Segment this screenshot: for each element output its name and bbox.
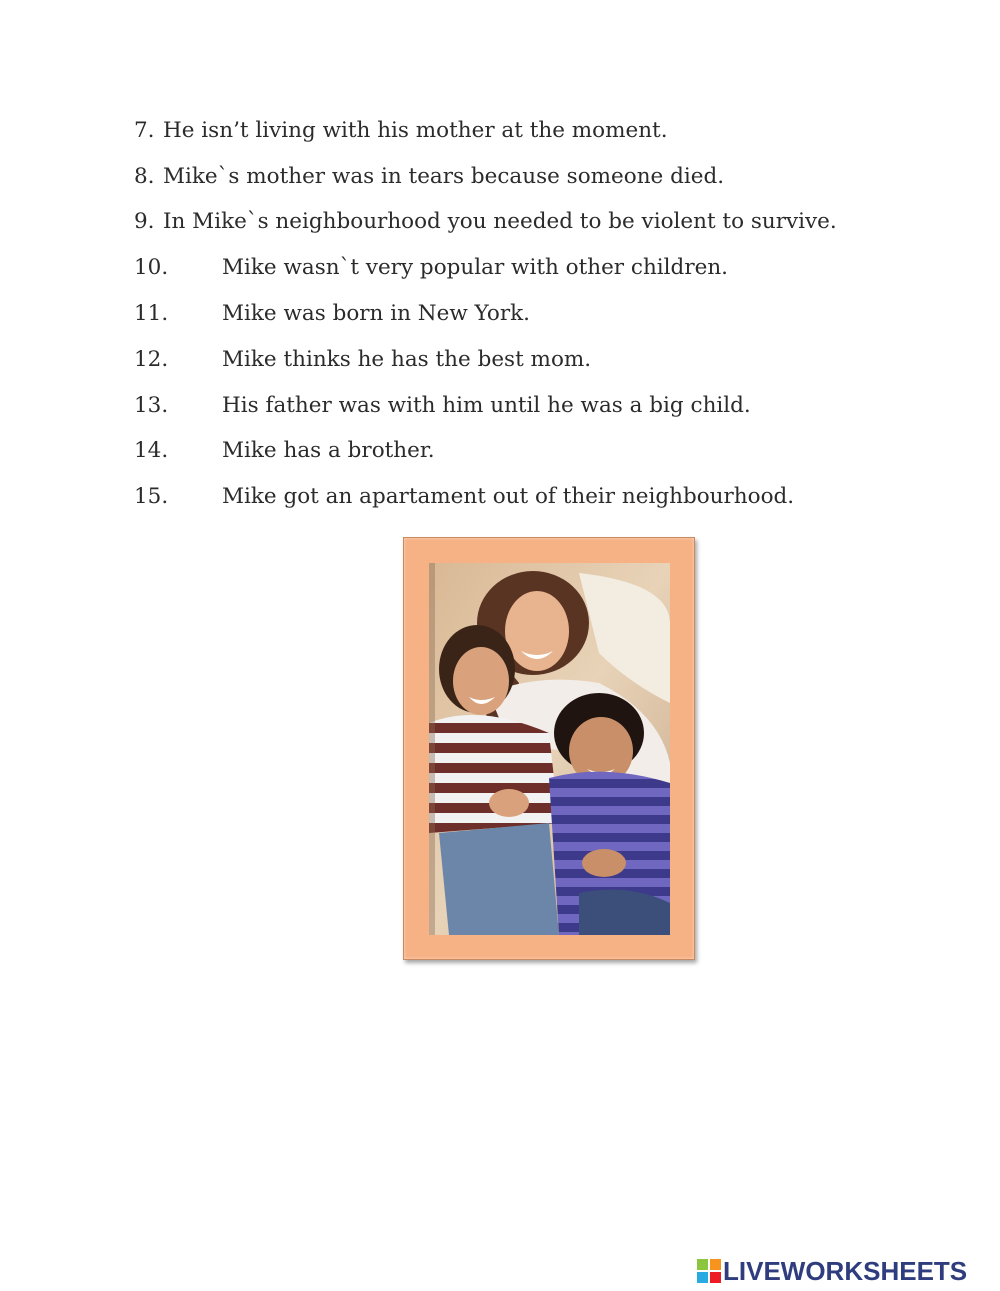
statement-number: 15.: [134, 484, 169, 509]
statement-text: He isn’t living with his mother at the moment.: [163, 118, 668, 143]
family-photo: [429, 563, 670, 935]
statement-item: [0, 162, 1000, 192]
statement-number: 10.: [134, 255, 169, 280]
statement-number: 13.: [134, 393, 169, 418]
statement-text: Mike has a brother.: [222, 438, 435, 463]
statement-text: Mike wasn`t very popular with other children.: [222, 255, 729, 280]
statement-item: [0, 391, 1000, 421]
statement-number: 14.: [134, 438, 169, 463]
statement-item: [0, 116, 1000, 146]
statement-item: [0, 436, 1000, 466]
statement-text: His father was with him until he was a big child.: [222, 393, 751, 418]
statement-number: 8.: [134, 164, 155, 189]
statement-number: 9.: [134, 209, 155, 234]
statement-item: [0, 207, 1000, 237]
statement-item: [0, 299, 1000, 329]
statement-text: Mike was born in New York.: [222, 301, 530, 326]
photo-frame: [403, 537, 695, 960]
statement-item: [0, 482, 1000, 512]
liveworksheets-logo: [697, 1256, 993, 1286]
statement-item: [0, 253, 1000, 283]
statement-item: [0, 345, 1000, 375]
statement-number: 11.: [134, 301, 169, 326]
liveworksheets-wordmark: LIVEWORKSHEETS: [723, 1256, 968, 1286]
liveworksheets-logo-icon: [697, 1259, 721, 1283]
statement-text: In Mike`s neighbourhood you needed to be violent to survive.: [163, 209, 837, 234]
statement-number: 12.: [134, 347, 169, 372]
statement-text: Mike`s mother was in tears because someone died.: [163, 164, 725, 189]
statement-number: 7.: [134, 118, 155, 143]
statement-text: Mike got an apartament out of their neighbourhood.: [222, 484, 795, 509]
statement-text: Mike thinks he has the best mom.: [222, 347, 592, 372]
